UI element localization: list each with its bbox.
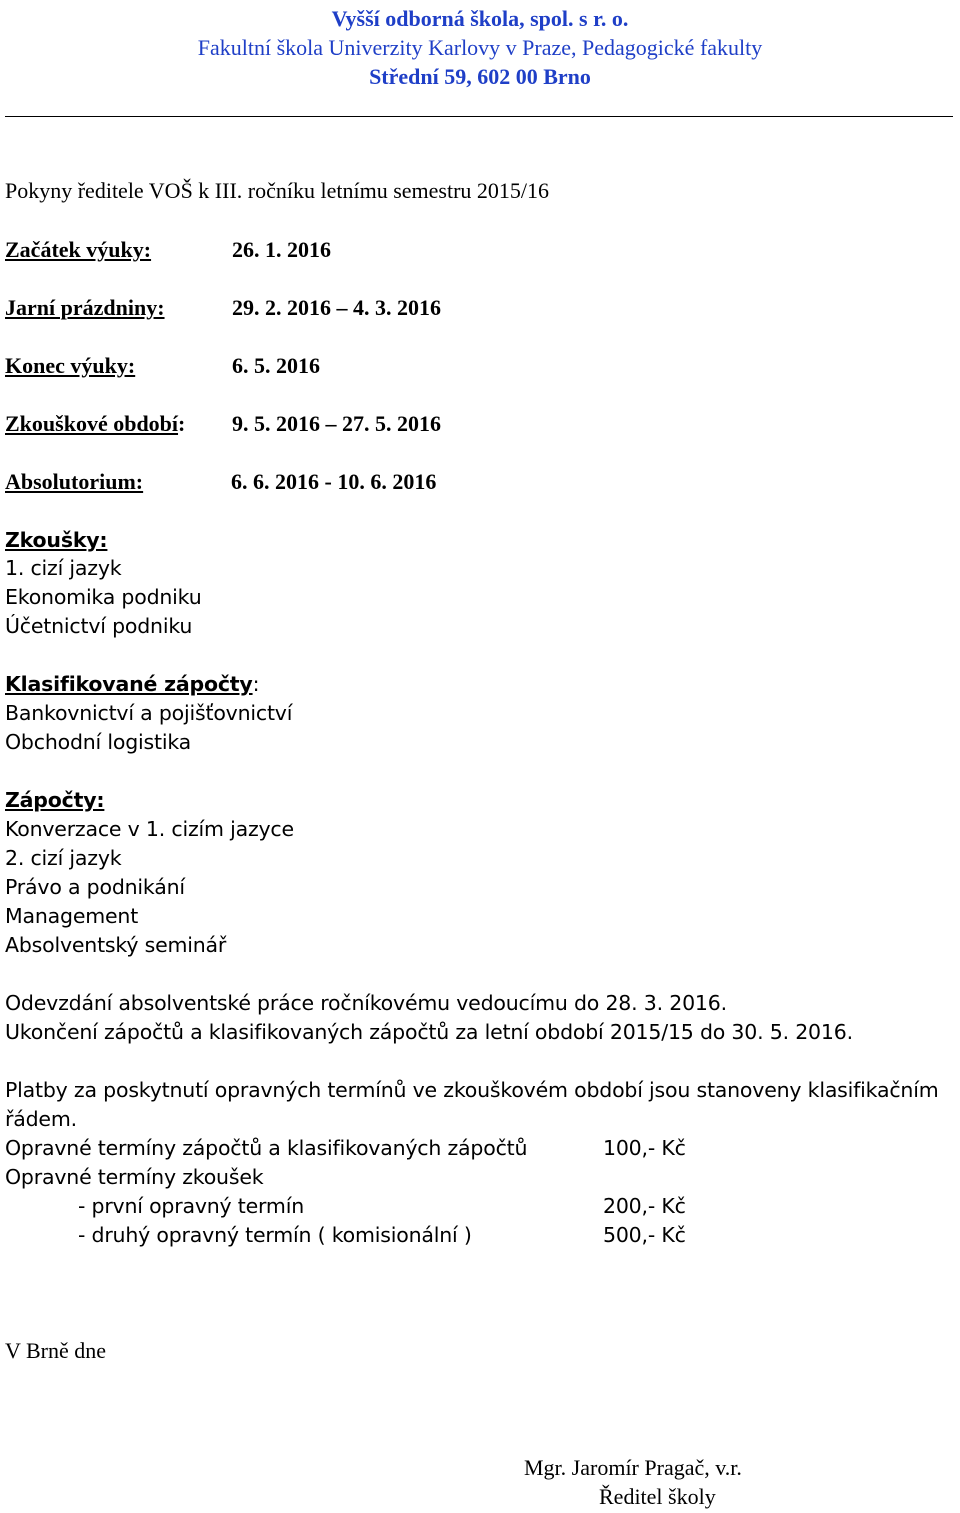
payments-intro: Platby za poskytnutí opravných termínů ve zkouškovém období jsou stanoveny klasifikačním [5, 1078, 939, 1102]
date-label: Absolutorium: [5, 469, 144, 494]
classified-credits-heading-text: Klasifikované zápočty [5, 672, 253, 696]
header-divider [5, 116, 953, 117]
payment-label: - druhý opravný termín ( komisionální ) [78, 1223, 472, 1247]
date-row-end [5, 352, 320, 380]
note-thesis-deadline: Odevzdání absolventské práce ročníkovému vedoucímu do 28. 3. 2016. [5, 991, 727, 1015]
school-affiliation: Fakultní škola Univerzity Karlovy v Praze, Pedagogické fakulty [197, 35, 763, 60]
date-label: Konec výuky: [5, 353, 136, 378]
credit-item: 2. cizí jazyk [5, 846, 122, 870]
date-row-absolutorium [5, 468, 437, 496]
exam-item: 1. cizí jazyk [5, 556, 122, 580]
classified-credits-heading [5, 670, 259, 698]
classified-credit-item: Bankovnictví a pojišťovnictví [5, 701, 293, 725]
signature-role: Ředitel školy [599, 1484, 716, 1509]
place-date: V Brně dne [5, 1338, 107, 1363]
payment-price: 500,- Kč [603, 1223, 686, 1247]
date-row-spring-break [5, 294, 441, 322]
payment-price: 200,- Kč [603, 1194, 686, 1218]
payment-row-credit-retake [5, 1134, 805, 1162]
date-label-colon: : [178, 411, 186, 436]
payment-price: 100,- Kč [603, 1136, 686, 1160]
date-label: Jarní prázdniny: [5, 295, 165, 320]
school-name: Vyšší odborná škola, spol. s r. o. [331, 6, 629, 31]
date-label: Začátek výuky: [5, 237, 152, 262]
credit-item: Absolventský seminář [5, 933, 227, 957]
document-title: Pokyny ředitele VOŠ k III. ročníku letnímu semestru 2015/16 [5, 178, 550, 203]
credit-item: Management [5, 904, 139, 928]
exam-item: Účetnictví podniku [5, 614, 193, 638]
classified-credit-item: Obchodní logistika [5, 730, 192, 754]
date-label: Zkouškové období [5, 411, 179, 436]
payment-label: Opravné termíny zápočtů a klasifikovaných zápočtů [5, 1136, 528, 1160]
payment-row-exam-retake: Opravné termíny zkoušek [5, 1165, 264, 1189]
school-address: Střední 59, 602 00 Brno [369, 64, 591, 89]
date-value: 29. 2. 2016 – 4. 3. 2016 [232, 295, 441, 320]
signature-name: Mgr. Jaromír Pragač, v.r. [524, 1455, 742, 1480]
exam-item: Ekonomika podniku [5, 585, 202, 609]
credits-heading: Zápočty: [5, 788, 105, 812]
date-row-start [5, 236, 331, 264]
date-value: 26. 1. 2016 [232, 237, 331, 262]
date-value: 6. 6. 2016 - 10. 6. 2016 [231, 469, 437, 494]
credit-item: Konverzace v 1. cizím jazyce [5, 817, 294, 841]
exams-heading: Zkoušky: [5, 528, 108, 552]
note-credits-deadline: Ukončení zápočtů a klasifikovaných zápočtů za letní období 2015/15 do 30. 5. 2016. [5, 1020, 853, 1044]
date-row-exam-period [5, 410, 441, 438]
payment-label: - první opravný termín [78, 1194, 304, 1218]
date-value: 6. 5. 2016 [232, 353, 320, 378]
credit-item: Právo a podnikání [5, 875, 185, 899]
date-value: 9. 5. 2016 – 27. 5. 2016 [232, 411, 441, 436]
payments-intro-cont: řádem. [5, 1107, 77, 1131]
classified-credits-colon: : [252, 672, 260, 696]
